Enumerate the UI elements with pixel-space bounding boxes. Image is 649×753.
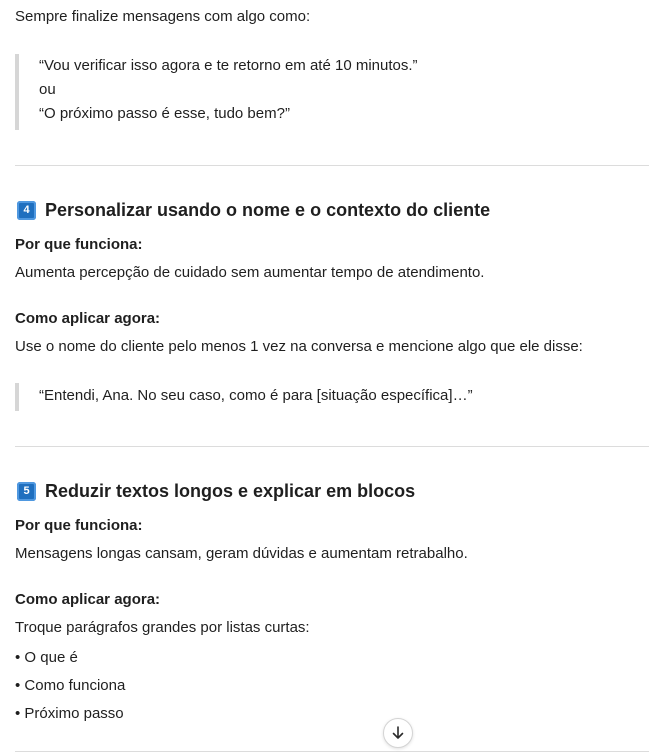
bullet-list xyxy=(15,644,125,728)
section-divider xyxy=(15,446,649,447)
section-5-title: Reduzir textos longos e explicar em blocos xyxy=(45,481,416,501)
list-item: • Como funciona xyxy=(15,672,125,700)
section-5-how-text: Troque parágrafos grandes por listas curtas: xyxy=(15,619,310,636)
section-4-heading xyxy=(17,198,490,222)
list-item: • Próximo passo xyxy=(15,700,125,728)
blockquote-example xyxy=(15,383,473,411)
section-4-why-label: Por que funciona: xyxy=(15,236,143,253)
section-divider xyxy=(15,165,649,166)
keycap-5-icon: 5 xyxy=(17,482,36,501)
section-4-why-text: Aumenta percepção de cuidado sem aumentar tempo de atendimento. xyxy=(15,264,485,281)
section-4-title: Personalizar usando o nome e o contexto do cliente xyxy=(45,200,491,220)
section-5-why-label: Por que funciona: xyxy=(15,517,143,534)
section-5-heading xyxy=(17,479,415,503)
quote-line: ou xyxy=(39,81,56,98)
quote-line: “Vou verificar isso agora e te retorno em até 10 minutos.” xyxy=(39,57,418,74)
quote-line: “O próximo passo é esse, tudo bem?” xyxy=(39,105,290,122)
section-5-why-text: Mensagens longas cansam, geram dúvidas e aumentam retrabalho. xyxy=(15,545,468,562)
section-5-how-label: Como aplicar agora: xyxy=(15,591,161,608)
section-4-how-label: Como aplicar agora: xyxy=(15,310,161,327)
section-4-how-text: Use o nome do cliente pelo menos 1 vez na conversa e mencione algo que ele disse: xyxy=(15,338,583,355)
blockquote-closing-phrases xyxy=(15,54,418,130)
section-divider xyxy=(15,751,649,752)
scroll-to-bottom-button[interactable] xyxy=(383,718,413,748)
arrow-down-icon xyxy=(390,725,406,741)
list-item: • O que é xyxy=(15,644,125,672)
intro-text: Sempre finalize mensagens com algo como: xyxy=(15,8,311,25)
quote-line: “Entendi, Ana. No seu caso, como é para [situação específica]…” xyxy=(39,387,473,404)
keycap-4-icon: 4 xyxy=(17,201,36,220)
